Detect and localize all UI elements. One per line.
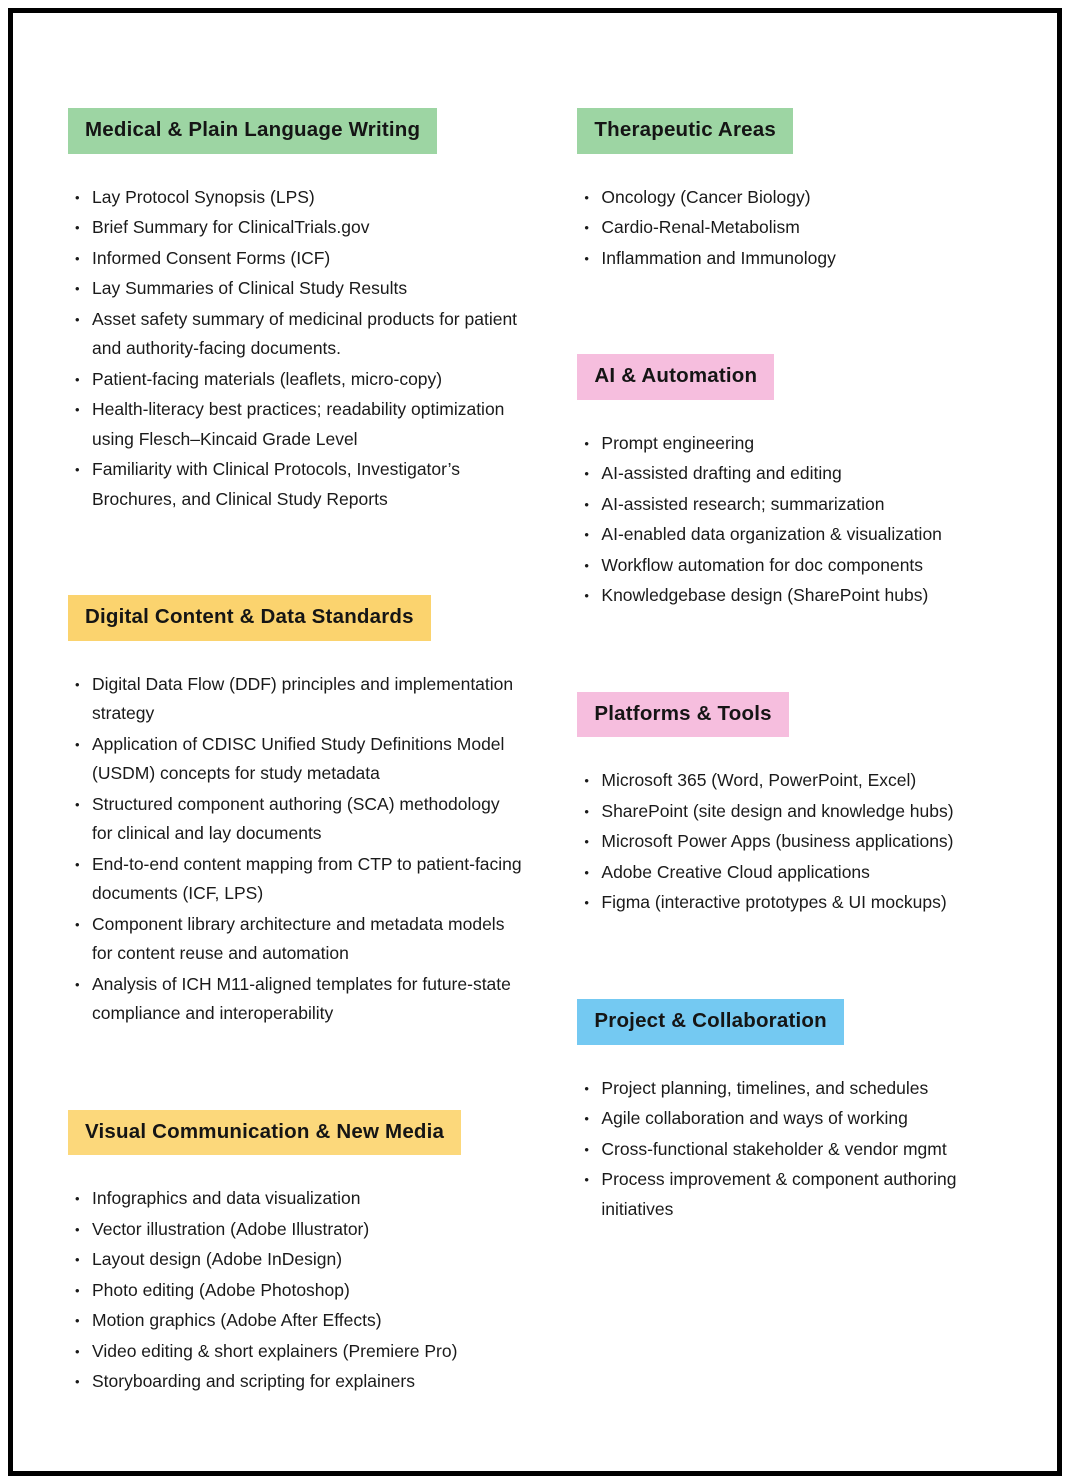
skill-item: • Motion graphics (Adobe After Effects) xyxy=(75,1306,522,1336)
skill-section xyxy=(68,108,522,515)
section-title-badge: Digital Content & Data Standards xyxy=(68,595,431,641)
section-title-badge: Medical & Plain Language Writing xyxy=(68,108,437,154)
skill-item: • Digital Data Flow (DDF) principles and implementation strategy xyxy=(75,670,522,729)
section-title-badge: Platforms & Tools xyxy=(577,692,788,738)
skill-item: • Layout design (Adobe InDesign) xyxy=(75,1245,522,1275)
page-border xyxy=(8,8,1062,1476)
skill-item: • Vector illustration (Adobe Illustrator) xyxy=(75,1215,522,1245)
skill-item: • End-to-end content mapping from CTP to patient-facing documents (ICF, LPS) xyxy=(75,850,522,909)
skill-item: • Video editing & short explainers (Premiere Pro) xyxy=(75,1337,522,1367)
skill-item: • Process improvement & component authoring initiatives xyxy=(584,1165,1017,1224)
skill-item: • Asset safety summary of medicinal products for patient and authority-facing documents. xyxy=(75,305,522,364)
skill-item: • Patient-facing materials (leaflets, micro-copy) xyxy=(75,365,522,395)
skill-item: • Infographics and data visualization xyxy=(75,1184,522,1214)
skill-list xyxy=(68,183,522,515)
skill-item: • Cardio-Renal-Metabolism xyxy=(584,213,1017,243)
skill-item: • Lay Protocol Synopsis (LPS) xyxy=(75,183,522,213)
skill-list xyxy=(577,1074,1017,1225)
skill-item: • Figma (interactive prototypes & UI mockups) xyxy=(584,888,1017,918)
skill-item: • Inflammation and Immunology xyxy=(584,244,1017,274)
skill-item: • Brief Summary for ClinicalTrials.gov xyxy=(75,213,522,243)
skill-list xyxy=(577,766,1017,918)
skill-item: • Lay Summaries of Clinical Study Results xyxy=(75,274,522,304)
skill-section xyxy=(68,595,522,1030)
section-title-badge: Project & Collaboration xyxy=(577,999,843,1045)
skill-item: • AI-assisted drafting and editing xyxy=(584,459,1017,489)
skill-item: • Project planning, timelines, and schedules xyxy=(584,1074,1017,1104)
skill-list xyxy=(68,1184,522,1397)
skill-item: • Health-literacy best practices; readability optimization using Flesch–Kincaid Grade Level xyxy=(75,395,522,454)
skill-item: • Knowledgebase design (SharePoint hubs) xyxy=(584,581,1017,611)
skill-item: • Component library architecture and metadata models for content reuse and automation xyxy=(75,910,522,969)
right-column xyxy=(577,108,1017,1431)
skill-item: • AI-assisted research; summarization xyxy=(584,490,1017,520)
section-title-badge: Visual Communication & New Media xyxy=(68,1110,461,1156)
skill-item: • Application of CDISC Unified Study Definitions Model (USDM) concepts for study metadata xyxy=(75,730,522,789)
skill-section xyxy=(577,692,1017,919)
section-title-badge: AI & Automation xyxy=(577,354,774,400)
skill-item: • Prompt engineering xyxy=(584,429,1017,459)
skill-item: • Microsoft Power Apps (business applications) xyxy=(584,827,1017,857)
skill-item: • AI-enabled data organization & visualization xyxy=(584,520,1017,550)
skill-item: • Microsoft 365 (Word, PowerPoint, Excel) xyxy=(584,766,1017,796)
skill-item: • Adobe Creative Cloud applications xyxy=(584,858,1017,888)
skill-item: • Cross-functional stakeholder & vendor mgmt xyxy=(584,1135,1017,1165)
skills-page-content xyxy=(13,13,1057,1471)
skill-list xyxy=(577,183,1017,274)
skill-item: • Analysis of ICH M11-aligned templates for future-state compliance and interoperability xyxy=(75,970,522,1029)
skill-item: • Oncology (Cancer Biology) xyxy=(584,183,1017,213)
left-column xyxy=(68,108,522,1431)
skill-section xyxy=(577,108,1017,274)
section-title-badge: Therapeutic Areas xyxy=(577,108,793,154)
skill-item: • Informed Consent Forms (ICF) xyxy=(75,244,522,274)
skill-list xyxy=(68,670,522,1029)
skill-item: • Familiarity with Clinical Protocols, Investigator’s Brochures, and Clinical Study Reports xyxy=(75,455,522,514)
skill-item: • Agile collaboration and ways of working xyxy=(584,1104,1017,1134)
skill-item: • Structured component authoring (SCA) methodology for clinical and lay documents xyxy=(75,790,522,849)
skill-item: • SharePoint (site design and knowledge hubs) xyxy=(584,797,1017,827)
skill-list xyxy=(577,429,1017,611)
skill-item: • Storyboarding and scripting for explainers xyxy=(75,1367,522,1397)
skill-item: • Photo editing (Adobe Photoshop) xyxy=(75,1276,522,1306)
skill-item: • Workflow automation for doc components xyxy=(584,551,1017,581)
skill-section xyxy=(577,999,1017,1225)
skill-section xyxy=(68,1110,522,1398)
skill-section xyxy=(577,354,1017,612)
